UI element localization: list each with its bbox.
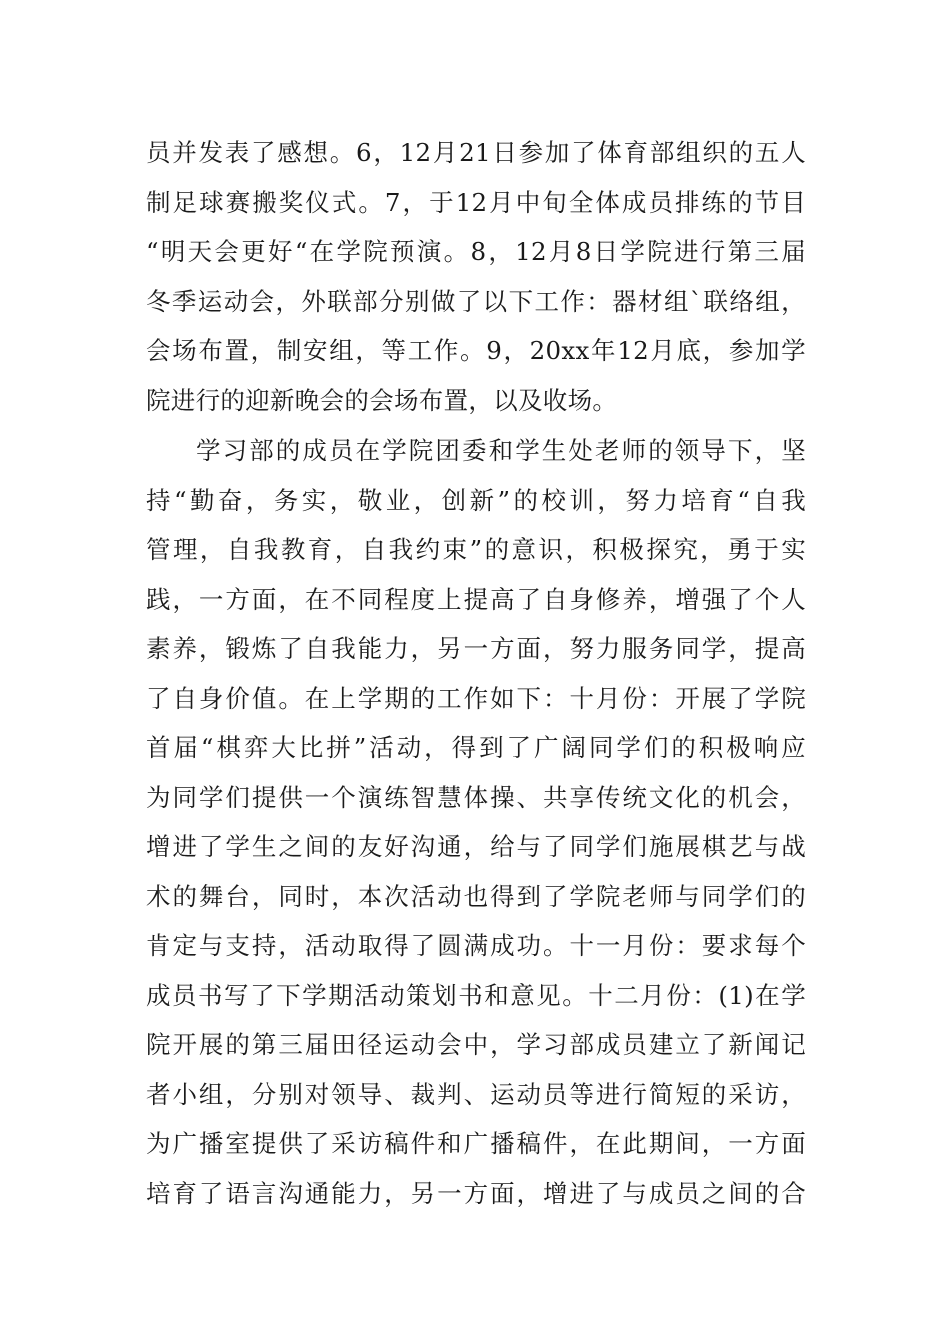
text-line: 者小组，分别对领导、裁判、运动员等进行简短的采访， bbox=[146, 1079, 806, 1109]
text-line: 持“勤奋，务实，敬业，创新”的校训，努力培育“自我 bbox=[146, 485, 806, 515]
text-line: 为同学们提供一个演练智慧体操、共享传统文化的机会， bbox=[146, 782, 806, 812]
text-line: 成员书写了下学期活动策划书和意见。十二月份：(1)在学 bbox=[146, 980, 806, 1010]
text-line: 冬季运动会，外联部分别做了以下工作：器材组`联络组， bbox=[146, 286, 806, 316]
text-line: 会场布置，制安组，等工作。9，20xx年12月底，参加学 bbox=[146, 336, 806, 365]
text-line: 院开展的第三届田径运动会中，学习部成员建立了新闻记 bbox=[146, 1030, 806, 1059]
text-line: 增进了学生之间的友好沟通，给与了同学们施展棋艺与战 bbox=[146, 832, 806, 861]
text-line: 学习部的成员在学院团委和学生处老师的领导下，坚 bbox=[196, 436, 806, 465]
text-line: 了自身价值。在上学期的工作如下：十月份：开展了学院 bbox=[146, 683, 806, 713]
text-line: 术的舞台，同时，本次活动也得到了学院老师与同学们的 bbox=[146, 881, 806, 911]
text-line: 素养，锻炼了自我能力，另一方面，努力服务同学，提高 bbox=[146, 634, 806, 663]
text-line: “明天会更好“在学院预演。8，12月8日学院进行第三届 bbox=[146, 237, 806, 266]
text-line: 践，一方面，在不同程度上提高了自身修养，增强了个人 bbox=[146, 584, 806, 614]
text-line: 制足球赛搬奖仪式。7，于12月中旬全体成员排练的节目 bbox=[146, 187, 806, 217]
text-line: 培育了语言沟通能力，另一方面，增进了与成员之间的合 bbox=[146, 1178, 806, 1208]
text-line: 管理，自我教育，自我约束”的意识，积极探究，勇于实 bbox=[146, 535, 806, 564]
text-line: 院进行的迎新晚会的会场布置，以及收场。 bbox=[146, 385, 618, 415]
text-line: 首届“棋弈大比拼”活动，得到了广阔同学们的积极响应 bbox=[146, 733, 806, 762]
text-line: 员并发表了感想。6，12月21日参加了体育部组织的五人 bbox=[146, 138, 806, 167]
paragraph-1 bbox=[146, 128, 806, 425]
text-line: 为广播室提供了采访稿件和广播稿件，在此期间，一方面 bbox=[146, 1129, 806, 1158]
paragraph-2 bbox=[146, 426, 806, 1218]
text-line: 肯定与支持，活动取得了圆满成功。十一月份：要求每个 bbox=[146, 931, 806, 960]
